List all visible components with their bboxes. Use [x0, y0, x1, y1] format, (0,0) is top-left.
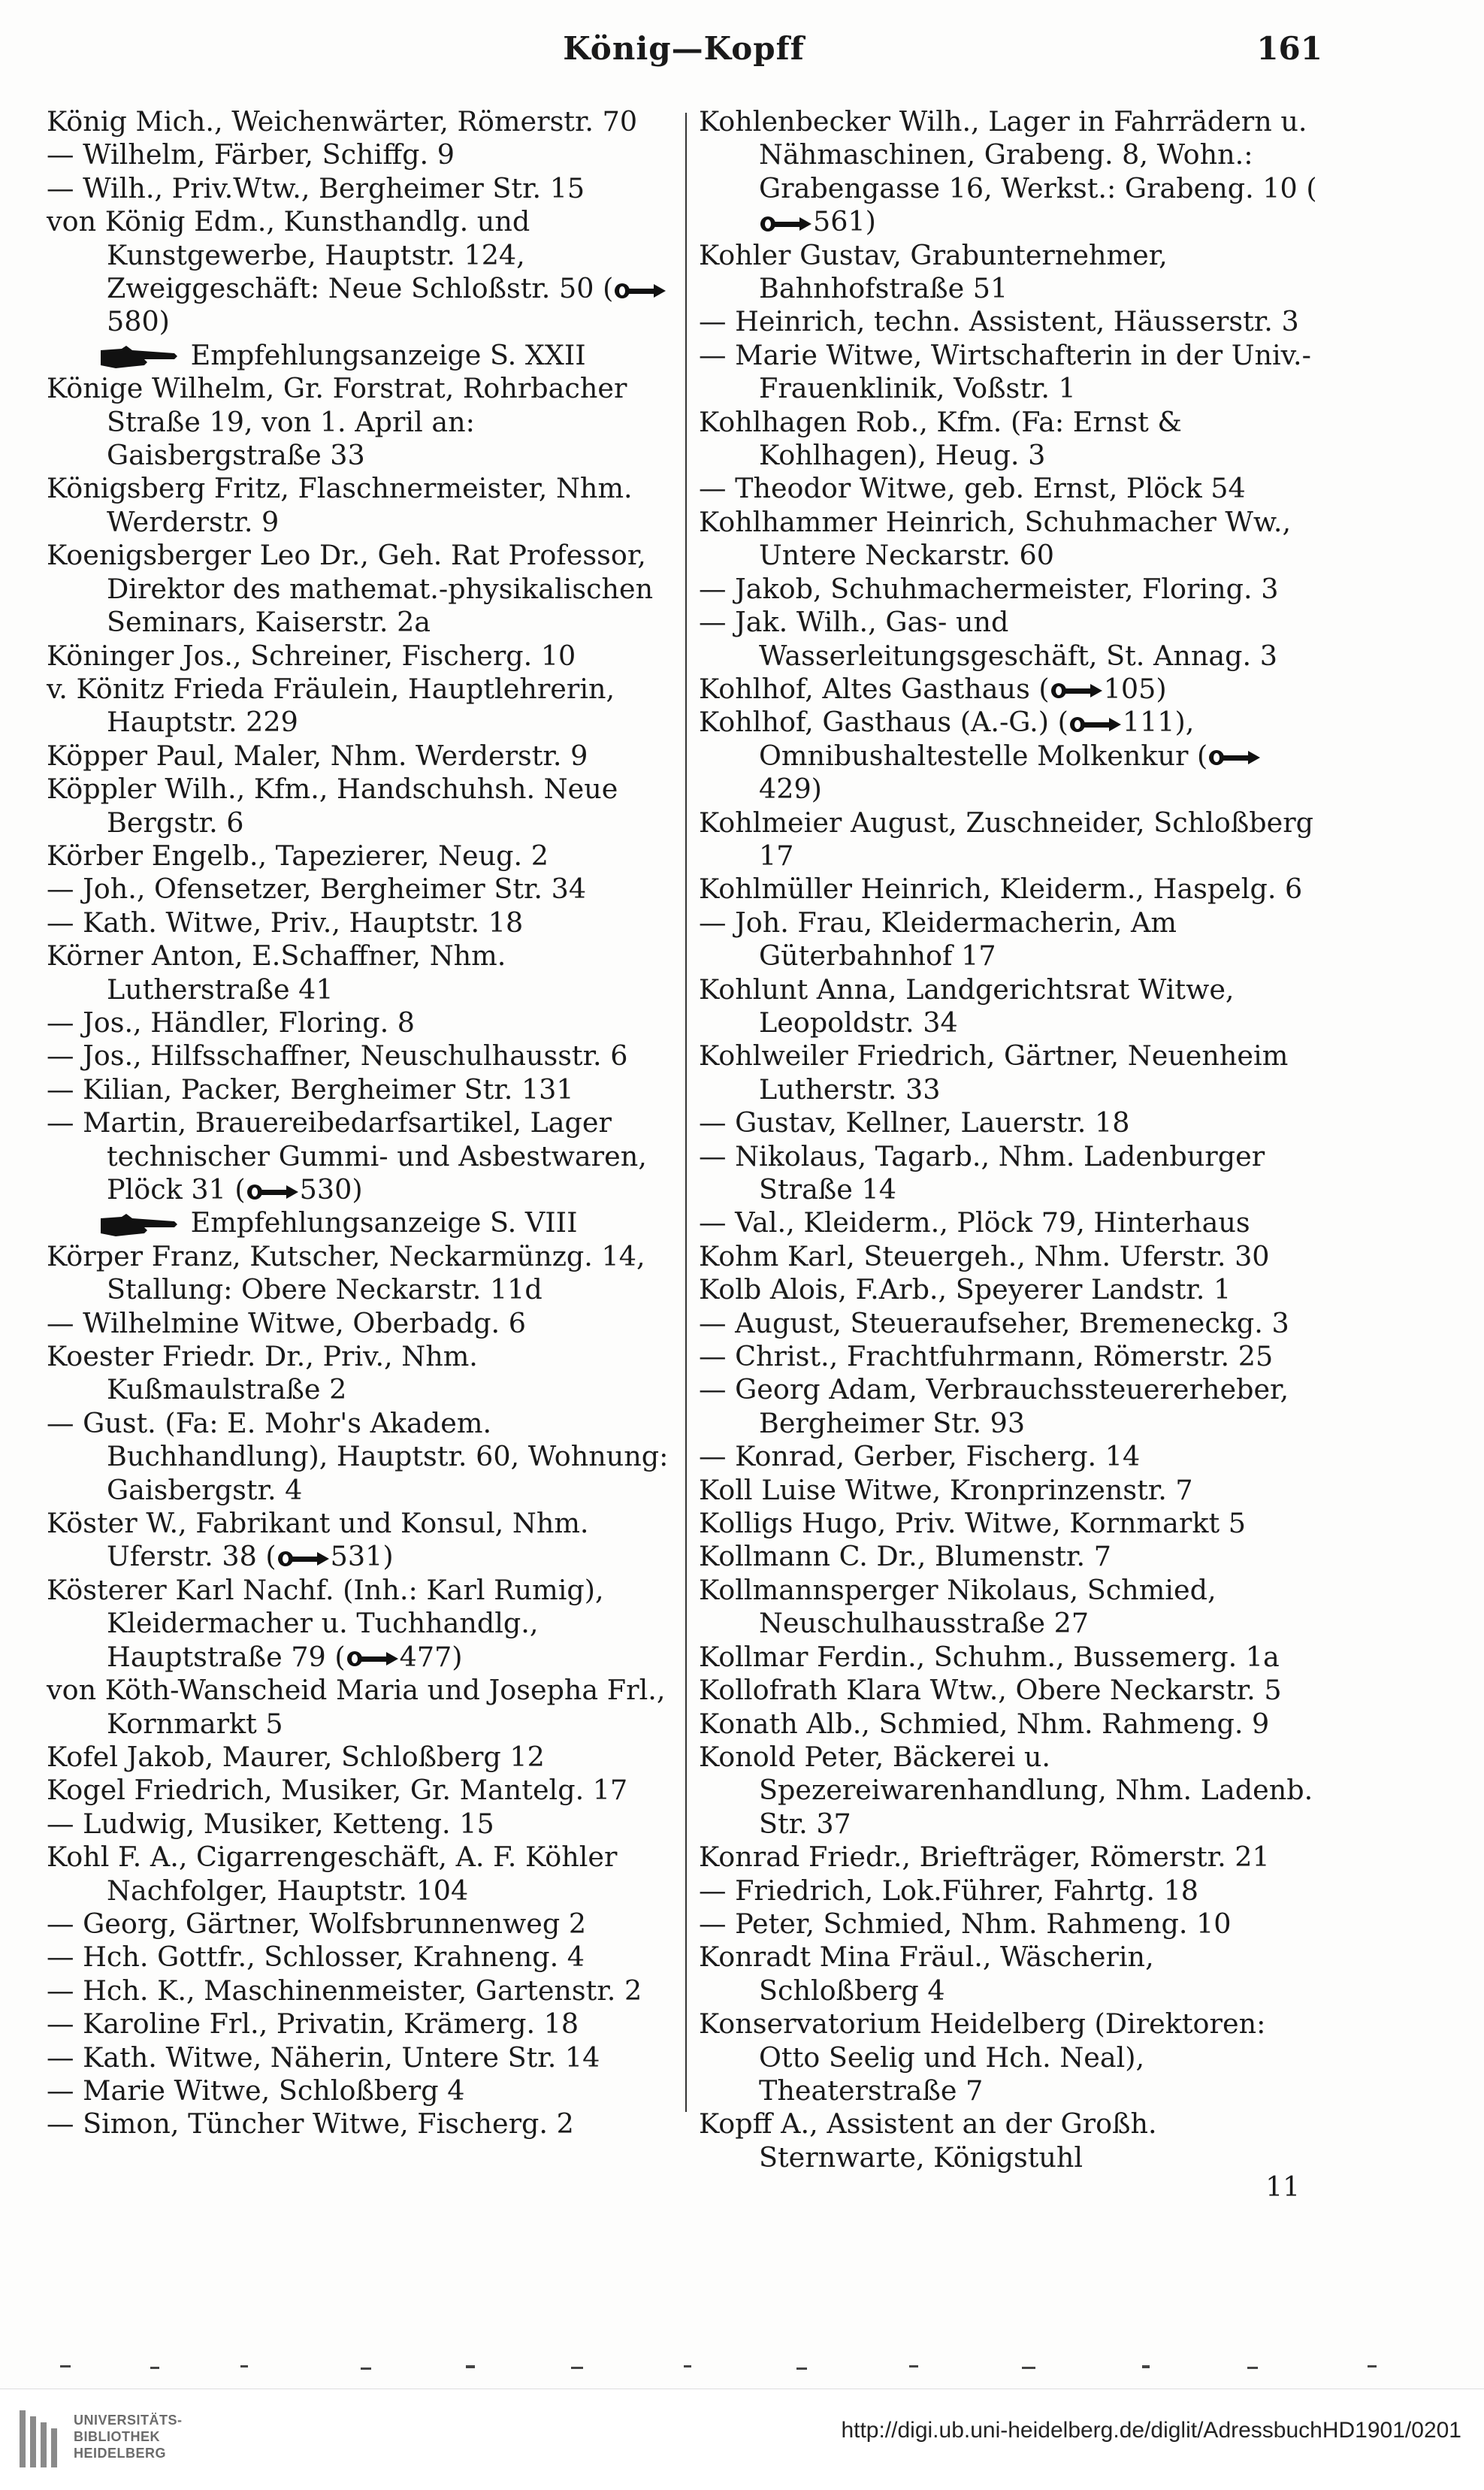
- directory-entry: — Hch. K., Maschinenmeister, Gartenstr. 2: [47, 1974, 642, 2007]
- directory-entry: — Kilian, Packer, Bergheimer Str. 131: [47, 1073, 574, 1106]
- telephone-icon: [1050, 682, 1104, 700]
- directory-entry: Körner Anton, E.Schaffner, Nhm. Lutherstraße 41: [47, 939, 506, 1006]
- directory-entry: — Christ., Frachtfuhrmann, Römerstr. 25: [699, 1340, 1274, 1373]
- directory-entry: Kohlweiler Friedrich, Gärtner, Neuenheim Lutherstr. 33: [699, 1039, 1289, 1106]
- directory-entry: [47, 1206, 670, 1239]
- telephone-icon: [246, 1183, 300, 1201]
- directory-entry: Konath Alb., Schmied, Nhm. Rahmeng. 9: [699, 1707, 1270, 1740]
- directory-entry: — Jos., Händler, Floring. 8: [47, 1006, 416, 1039]
- directory-entry: Körber Engelb., Tapezierer, Neug. 2: [47, 839, 549, 872]
- directory-entry: Kofel Jakob, Maurer, Schloßberg 12: [47, 1740, 545, 1773]
- library-name-line: UNIVERSITÄTS-: [74, 2413, 183, 2428]
- directory-entry: Kohlenbecker Wilh., Lager in Fahrrädern u. Nähmaschinen, Grabeng. 8, Wohn.: Grabengasse 16, Werkst.: Grabeng. 10 (561): [699, 105, 1317, 238]
- directory-entry: Konrad Friedr., Briefträger, Römerstr. 21: [699, 1841, 1270, 1874]
- directory-entry: Konold Peter, Bäckerei u. Spezereiwarenhandlung, Nhm. Ladenb. Str. 37: [699, 1740, 1313, 1840]
- directory-entry: Kolb Alois, F.Arb., Speyerer Landstr. 1: [699, 1273, 1232, 1306]
- directory-entry: Kohm Karl, Steuergeh., Nhm. Uferstr. 30: [699, 1239, 1270, 1272]
- telephone-icon: [277, 1550, 331, 1568]
- directory-entry: von König Edm., Kunsthandlg. und Kunstgewerbe, Hauptstr. 124, Zweiggeschäft: Neue Schloßstr. 50 (580): [47, 205, 670, 339]
- directory-entry: Kollmann C. Dr., Blumenstr. 7: [699, 1540, 1111, 1573]
- directory-entry: Kohlhammer Heinrich, Schuhmacher Ww., Untere Neckarstr. 60: [699, 505, 1292, 572]
- directory-entry: v. Könitz Frieda Fräulein, Hauptlehrerin, Hauptstr. 229: [47, 672, 615, 739]
- source-url-link[interactable]: http://digi.ub.uni-heidelberg.de/diglit/AdressbuchHD1901/0201: [841, 2418, 1461, 2443]
- directory-entry: Kollmar Ferdin., Schuhm., Bussemerg. 1a: [699, 1640, 1280, 1673]
- directory-entry: — Wilhelmine Witwe, Oberbadg. 6: [47, 1306, 526, 1339]
- directory-entry: Kohlmeier August, Zuschneider, Schloßberg 17: [699, 806, 1314, 872]
- advertisement-reference: Empfehlungsanzeige S. VIII: [190, 1206, 578, 1239]
- directory-entry: — Konrad, Gerber, Fischerg. 14: [699, 1440, 1141, 1473]
- directory-entry: — Wilhelm, Färber, Schiffg. 9: [47, 138, 455, 171]
- directory-entry: — Kath. Witwe, Priv., Hauptstr. 18: [47, 906, 524, 939]
- column-divider: [685, 113, 687, 2112]
- directory-entry: Könige Wilhelm, Gr. Forstrat, Rohrbacher Straße 19, von 1. April an: Gaisbergstraße 33: [47, 372, 627, 472]
- directory-entry: — Friedrich, Lok.Führer, Fahrtg. 18: [699, 1874, 1199, 1907]
- directory-entry: — Nikolaus, Tagarb., Nhm. Ladenburger Straße 14: [699, 1139, 1265, 1206]
- directory-entry: Kohl F. A., Cigarrengeschäft, A. F. Köhler Nachfolger, Hauptstr. 104: [47, 1841, 618, 1907]
- directory-entry: — Val., Kleiderm., Plöck 79, Hinterhaus: [699, 1206, 1250, 1239]
- directory-entry: — Gust. (Fa: E. Mohr's Akadem. Buchhandlung), Hauptstr. 60, Wohnung: Gaisbergstr. 4: [47, 1406, 669, 1506]
- university-library-logo-icon: [17, 2406, 63, 2472]
- signature-folio: 11: [1265, 2172, 1300, 2203]
- directory-entry: — Hch. Gottfr., Schlosser, Krahneng. 4: [47, 1941, 585, 1974]
- directory-entry: — Simon, Tüncher Witwe, Fischerg. 2: [47, 2107, 574, 2141]
- directory-entry: Königsberg Fritz, Flaschnermeister, Nhm. Werderstr. 9: [47, 472, 633, 538]
- directory-entry: Köster W., Fabrikant und Konsul, Nhm. Uferstr. 38 ( 531): [47, 1507, 589, 1573]
- directory-entry: Koenigsberger Leo Dr., Geh. Rat Professor, Direktor des mathemat.-physikalischen Seminars, Kaiserstr. 2a: [47, 539, 654, 639]
- advertisement-reference: Empfehlungsanzeige S. XXII: [190, 338, 586, 371]
- telephone-icon: [759, 215, 813, 233]
- right-column: [699, 105, 1322, 2174]
- left-column: [47, 105, 670, 2141]
- directory-entry: Kogel Friedrich, Musiker, Gr. Mantelg. 17: [47, 1774, 628, 1807]
- page-header: [45, 23, 1322, 75]
- directory-entry: Köppler Wilh., Kfm., Handschuhsh. Neue Bergstr. 6: [47, 773, 618, 839]
- directory-entry: Konservatorium Heidelberg (Direktoren: Otto Seelig und Hch. Neal), Theaterstraße 7: [699, 2007, 1266, 2107]
- directory-entry: — Georg Adam, Verbrauchssteuererheber, Bergheimer Str. 93: [699, 1373, 1289, 1439]
- directory-entry: — Marie Witwe, Schloßberg 4: [47, 2074, 465, 2107]
- pointing-hand-icon: [99, 344, 182, 370]
- directory-entry: — Jakob, Schuhmachermeister, Floring. 3: [699, 572, 1279, 605]
- directory-entry: — Martin, Brauereibedarfsartikel, Lager technischer Gummi- und Asbestwaren, Plöck 31 ( 530): [47, 1106, 647, 1206]
- directory-entry: Kösterer Karl Nachf. (Inh.: Karl Rumig), Kleidermacher u. Tuchhandlg., Hauptstraße 79 ( 477): [47, 1573, 604, 1673]
- directory-entry: — Karoline Frl., Privatin, Krämerg. 18: [47, 2007, 579, 2041]
- directory-entry: — Marie Witwe, Wirtschafterin in der Univ.-Frauenklinik, Voßstr. 1: [699, 338, 1311, 405]
- telephone-icon: [346, 1650, 400, 1668]
- directory-entry: Kohlhof, Gasthaus (A.-G.) ( 111), Omnibushaltestelle Molkenkur (429): [699, 706, 1322, 806]
- directory-entry: [47, 339, 670, 372]
- page-number: 161: [1256, 30, 1322, 67]
- directory-entry: — August, Steueraufseher, Bremeneckg. 3: [699, 1306, 1289, 1339]
- directory-entry: — Heinrich, techn. Assistent, Häusserstr. 3: [699, 305, 1299, 338]
- directory-entry: Kohlunt Anna, Landgerichtsrat Witwe, Leopoldstr. 34: [699, 973, 1235, 1039]
- directory-entry: Konradt Mina Fräul., Wäscherin, Schloßberg 4: [699, 1941, 1154, 2007]
- directory-entry: Kolligs Hugo, Priv. Witwe, Kornmarkt 5: [699, 1507, 1246, 1540]
- library-name: [74, 2412, 183, 2461]
- directory-entry: Köpper Paul, Maler, Nhm. Werderstr. 9: [47, 739, 588, 772]
- directory-entry: — Theodor Witwe, geb. Ernst, Plöck 54: [699, 472, 1246, 505]
- telephone-icon: [613, 282, 667, 300]
- directory-entry: — Jak. Wilh., Gas- und Wasserleitungsgeschäft, St. Annag. 3: [699, 606, 1277, 672]
- directory-entry: Kollofrath Klara Wtw., Obere Neckarstr. 5: [699, 1674, 1282, 1707]
- telephone-icon: [1207, 749, 1262, 767]
- library-name-line: BIBLIOTHEK: [74, 2429, 160, 2444]
- directory-entry: — Joh. Frau, Kleidermacherin, Am Güterbahnhof 17: [699, 906, 1177, 973]
- directory-entry: — Kath. Witwe, Näherin, Untere Str. 14: [47, 2041, 600, 2074]
- pointing-hand-icon: [99, 1212, 182, 1238]
- directory-entry: Kohlhof, Altes Gasthaus ( 105): [699, 672, 1167, 705]
- directory-entry: Körper Franz, Kutscher, Neckarmünzg. 14, Stallung: Obere Neckarstr. 11d: [47, 1239, 645, 1306]
- directory-entry: Kohlhagen Rob., Kfm. (Fa: Ernst & Kohlhagen), Heug. 3: [699, 405, 1182, 472]
- directory-entry: — Ludwig, Musiker, Ketteng. 15: [47, 1807, 494, 1840]
- directory-entry: Koll Luise Witwe, Kronprinzenstr. 7: [699, 1473, 1193, 1506]
- telephone-icon: [1068, 716, 1123, 734]
- directory-entry: König Mich., Weichenwärter, Römerstr. 70: [47, 105, 638, 138]
- directory-entry: Kollmannsperger Nikolaus, Schmied, Neuschulhausstraße 27: [699, 1573, 1217, 1640]
- directory-entry: Koester Friedr. Dr., Priv., Nhm. Kußmaulstraße 2: [47, 1340, 478, 1406]
- directory-entry: — Joh., Ofensetzer, Bergheimer Str. 34: [47, 873, 587, 906]
- directory-entry: Kohler Gustav, Grabunternehmer, Bahnhofstraße 51: [699, 238, 1168, 305]
- directory-entry: — Georg, Gärtner, Wolfsbrunnenweg 2: [47, 1907, 587, 1940]
- library-name-line: HEIDELBERG: [74, 2446, 167, 2461]
- directory-entry: — Peter, Schmied, Nhm. Rahmeng. 10: [699, 1907, 1232, 1940]
- directory-entry: von Köth-Wanscheid Maria und Josepha Frl., Kornmarkt 5: [47, 1674, 666, 1740]
- directory-entry: Kopff A., Assistent an der Großh. Sternwarte, Königstuhl: [699, 2107, 1157, 2174]
- scan-artifact-marks: [45, 2356, 1435, 2379]
- directory-entry: Kohlmüller Heinrich, Kleiderm., Haspelg. 6: [699, 873, 1303, 906]
- running-head: König—Kopff: [563, 30, 805, 67]
- directory-entry: Köninger Jos., Schreiner, Fischerg. 10: [47, 639, 576, 672]
- directory-entry: — Wilh., Priv.Wtw., Bergheimer Str. 15: [47, 171, 585, 204]
- directory-entry: — Gustav, Kellner, Lauerstr. 18: [699, 1106, 1130, 1139]
- library-footer: [0, 2389, 1484, 2490]
- directory-entry: — Jos., Hilfsschaffner, Neuschulhausstr. 6: [47, 1039, 628, 1073]
